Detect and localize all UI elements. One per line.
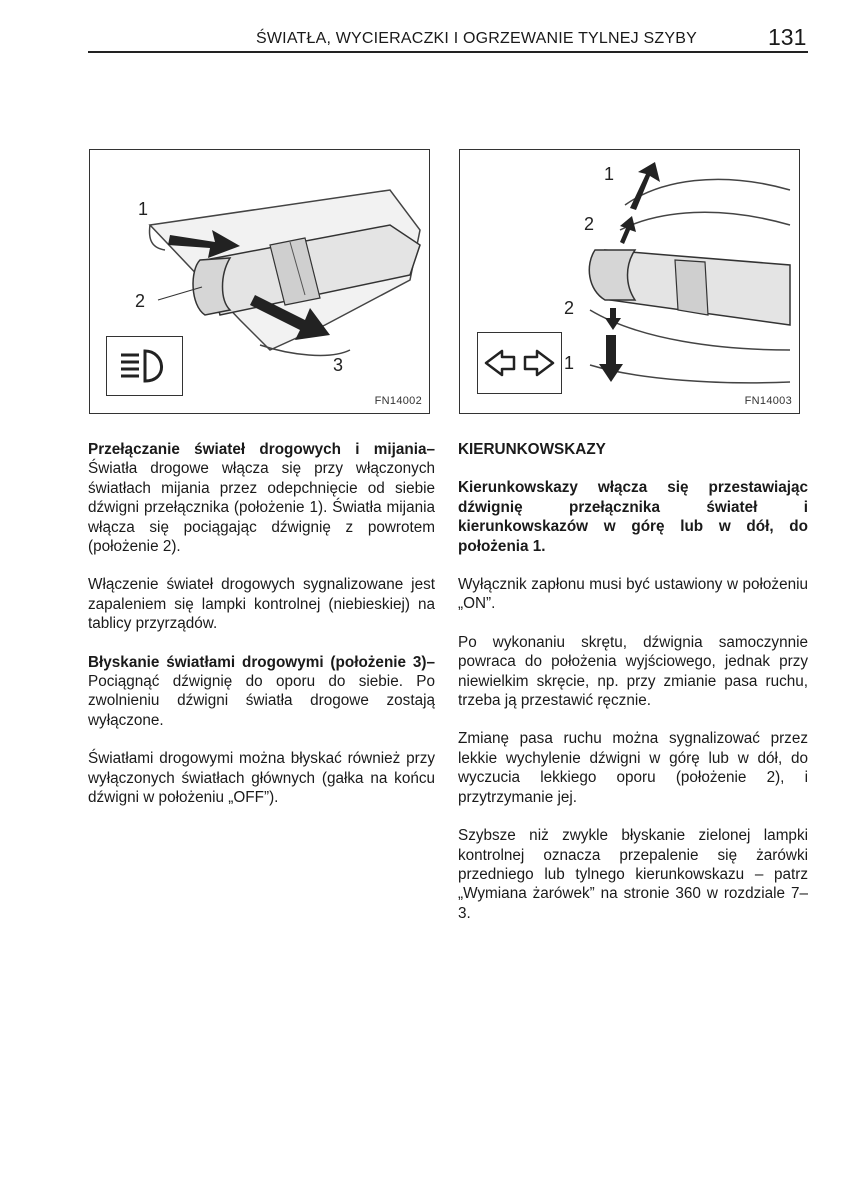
figure-label-3: 3 xyxy=(333,355,344,375)
paragraph-text: Światła drogowe włącza się przy włączonych światłach mijania przez odepchnięcie od siebie dźwigni przełącznika (położenie 1). Światła mijania włącza się pociągając dźwignię z powrotem (położenie 2). xyxy=(88,460,435,556)
figure-turn-signal-lever xyxy=(459,149,800,414)
paragraph-heading: Błyskanie światłami drogowymi (położenie 3)– xyxy=(88,653,435,671)
arrow-up-position-1 xyxy=(630,162,660,210)
paragraph-text: Pociągnąć dźwignię do oporu do siebie. Po zwolnieniu dźwigni światła drogowe zostają wyłączone. xyxy=(88,673,435,729)
section-heading: KIERUNKOWSKAZY xyxy=(458,441,606,458)
left-column xyxy=(88,440,435,827)
paragraph-lane-change: Zmianę pasa ruchu można sygnalizować przez lekkie wychylenie dźwigni w górę lub w dół, do wyczucia lekkiego oporu (położenie 2), i przytrzymanie jej. xyxy=(458,730,808,806)
page-number: 131 xyxy=(768,24,807,50)
paragraph-ignition: Wyłącznik zapłonu musi być ustawiony w położeniu „ON”. xyxy=(458,576,808,613)
paragraph-heading: Przełączanie świateł drogowych i mijania– xyxy=(88,441,435,458)
arrow-up-position-2 xyxy=(620,216,636,244)
arrow-down-position-2 xyxy=(605,308,621,330)
headlight-high-beam-icon xyxy=(106,336,183,396)
figure-label-down-2: 2 xyxy=(564,298,575,318)
figure-label-1: 1 xyxy=(138,199,149,219)
turn-signal-arrows-icon xyxy=(477,332,562,394)
figure-code: FN14002 xyxy=(374,395,422,407)
figure-label-2: 2 xyxy=(135,291,146,311)
figure-label-up-1: 1 xyxy=(604,164,615,184)
arrow-down-position-1 xyxy=(599,335,623,382)
paragraph-bulb-failure: Szybsze niż zwykle błyskanie zielonej lampki kontrolnej oznacza przepalenie się żarówki przedniego lub tylnego kierunkowskazu – patrz „Wymiana żarówek” na stronie 360 w rozdziale 7–3. xyxy=(458,827,808,922)
figure-code: FN14003 xyxy=(744,395,792,407)
paragraph-flash-off: Światłami drogowymi można błyskać również przy wyłączonych światłach głównych (gałka na końcu dźwigni w położeniu „OFF”). xyxy=(88,750,435,807)
running-header: ŚWIATŁA, WYCIERACZKI I OGRZEWANIE TYLNEJ SZYBY xyxy=(256,30,697,47)
figure-label-up-2: 2 xyxy=(584,214,595,234)
figure-headlight-lever xyxy=(89,149,430,414)
paragraph-auto-return: Po wykonaniu skrętu, dźwignia samoczynnie powraca do położenia wyjściowego, jednak przy niewielkim skręcie, np. przy zmianie pasa ruchu, trzeba ją przestawić ręcznie. xyxy=(458,633,808,710)
intro-paragraph: Kierunkowskazy włącza się przestawiając dźwignię przełącznika świateł i kierunkowskazów w górę lub w dół, do położenia 1. xyxy=(458,479,808,555)
figure-label-down-1: 1 xyxy=(564,353,575,373)
header-rule xyxy=(88,51,808,53)
paragraph-flashing xyxy=(88,653,435,731)
right-column xyxy=(458,440,808,942)
paragraph-indicator: Włączenie świateł drogowych sygnalizowane jest zapaleniem się lampki kontrolnej (niebieskiej) na tablicy przyrządów. xyxy=(88,576,435,633)
paragraph-high-low-beam xyxy=(88,440,435,556)
